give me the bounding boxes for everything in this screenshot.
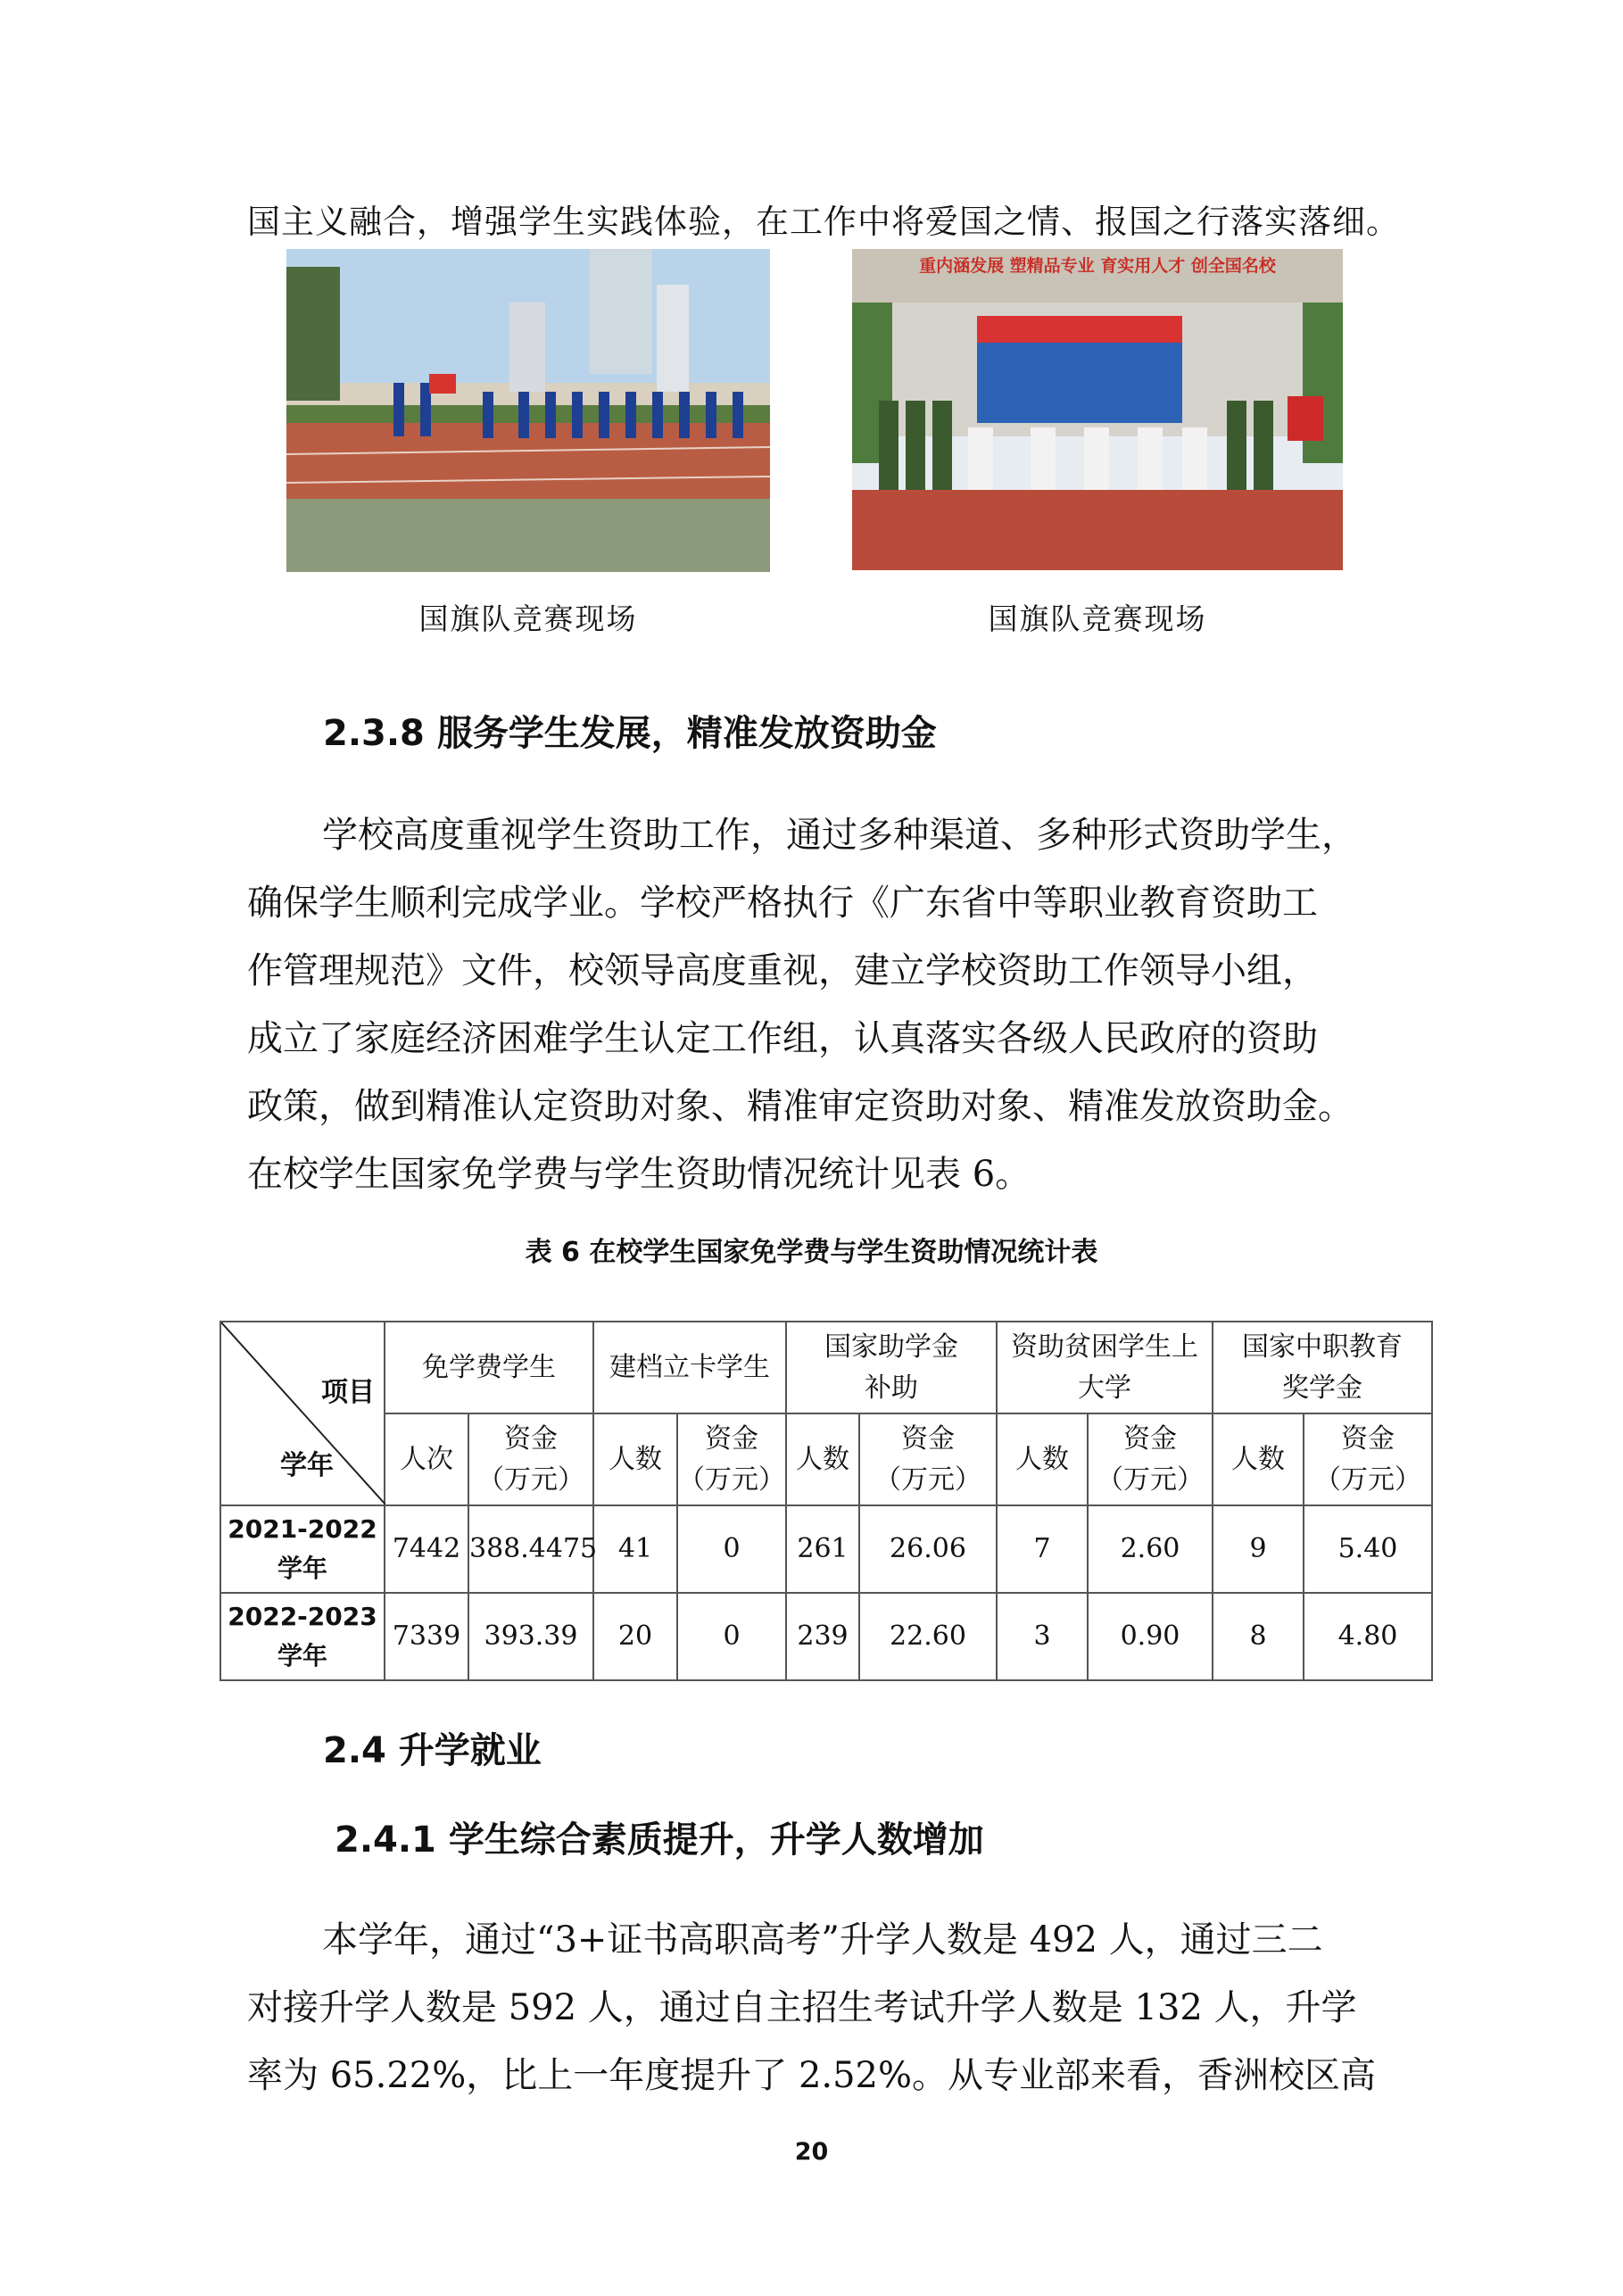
table-cell: 5.40 — [1304, 1505, 1432, 1593]
page-number: 20 — [794, 2138, 829, 2166]
table-cell: 388.4475 — [468, 1505, 593, 1593]
table-cell: 9 — [1213, 1505, 1304, 1593]
group-header: 国家中职教育 奖学金 — [1213, 1322, 1432, 1413]
photo-caption-left: 国旗队竞赛现场 — [418, 601, 638, 636]
sub-header-amount: 资金 （万元） — [1304, 1413, 1432, 1505]
table-cell: 7 — [997, 1505, 1088, 1593]
paragraph-line: 本学年，通过“3+证书高职高考”升学人数是 492 人，通过三二 — [322, 1919, 1323, 1960]
photo-banner-text: 重内涵发展 塑精品专业 育实用人才 创全国名校 — [919, 256, 1276, 276]
table-cell: 0 — [677, 1505, 786, 1593]
table-cell: 2.60 — [1088, 1505, 1213, 1593]
sub-header-count: 人数 — [1213, 1413, 1304, 1505]
paragraph-line: 率为 65.22%，比上一年度提升了 2.52%。从专业部来看，香洲校区高 — [247, 2055, 1377, 2096]
table-cell: 7442 — [385, 1505, 468, 1593]
sub-header-count: 人次 — [385, 1413, 468, 1505]
table-row — [220, 1505, 1432, 1593]
table-cell: 22.60 — [859, 1593, 997, 1680]
paragraph-line: 学校高度重视学生资助工作，通过多种渠道、多种形式资助学生， — [322, 815, 1357, 856]
group-header: 资助贫困学生上 大学 — [997, 1322, 1213, 1413]
table-cell: 239 — [786, 1593, 859, 1680]
group-header: 国家助学金 补助 — [786, 1322, 997, 1413]
table-cell: 26.06 — [859, 1505, 997, 1593]
subsidy-statistics-table — [219, 1321, 1433, 1681]
table-cell: 0 — [677, 1593, 786, 1680]
photo-flag-team-march — [286, 249, 770, 572]
row-year: 2021-2022 学年 — [220, 1505, 385, 1593]
sub-header-amount: 资金 （万元） — [1088, 1413, 1213, 1505]
sub-header-amount: 资金 （万元） — [468, 1413, 593, 1505]
paragraph-line: 对接升学人数是 592 人，通过自主招生考试升学人数是 132 人，升学 — [247, 1987, 1357, 2028]
corner-label-year: 学年 — [280, 1450, 334, 1481]
sub-header-count: 人数 — [786, 1413, 859, 1505]
paragraph-line: 作管理规范》文件，校领导高度重视，建立学校资助工作领导小组， — [247, 950, 1318, 991]
sub-header-count: 人数 — [997, 1413, 1088, 1505]
sub-header-amount: 资金 （万元） — [677, 1413, 786, 1505]
group-header: 建档立卡学生 — [593, 1322, 786, 1413]
paragraph-line: 政策，做到精准认定资助对象、精准审定资助对象、精准发放资助金。 — [247, 1086, 1354, 1127]
row-year: 2022-2023 学年 — [220, 1593, 385, 1680]
section-2-3-8-paragraph — [247, 801, 1394, 1208]
table-cell: 41 — [593, 1505, 677, 1593]
section-2-4-1-paragraph — [247, 1906, 1394, 2110]
group-header: 免学费学生 — [385, 1322, 593, 1413]
photo-caption-right: 国旗队竞赛现场 — [988, 601, 1207, 636]
sub-header-count: 人数 — [593, 1413, 677, 1505]
section-heading-2-4: 2.4 升学就业 — [323, 1730, 542, 1771]
table-corner-cell — [220, 1322, 385, 1505]
intro-line: 国主义融合，增强学生实践体验，在工作中将爱国之情、报国之行落实落细。 — [247, 203, 1400, 241]
photo-flag-team-group — [852, 249, 1343, 570]
table-cell: 3 — [997, 1593, 1088, 1680]
paragraph-line: 在校学生国家免学费与学生资助情况统计见表 6。 — [247, 1154, 1031, 1195]
table-cell: 261 — [786, 1505, 859, 1593]
table-cell: 8 — [1213, 1593, 1304, 1680]
table-caption: 表 6 在校学生国家免学费与学生资助情况统计表 — [525, 1237, 1098, 1268]
section-heading-2-4-1: 2.4.1 学生综合素质提升，升学人数增加 — [335, 1819, 984, 1861]
table-cell: 7339 — [385, 1593, 468, 1680]
table-cell: 393.39 — [468, 1593, 593, 1680]
table-cell: 20 — [593, 1593, 677, 1680]
corner-label-item: 项目 — [321, 1377, 375, 1408]
section-heading-2-3-8: 2.3.8 服务学生发展，精准发放资助金 — [323, 713, 937, 754]
paragraph-line: 成立了家庭经济困难学生认定工作组，认真落实各级人民政府的资助 — [247, 1018, 1318, 1059]
table-row — [220, 1593, 1432, 1680]
table-cell: 0.90 — [1088, 1593, 1213, 1680]
table-cell: 4.80 — [1304, 1593, 1432, 1680]
paragraph-line: 确保学生顺利完成学业。学校严格执行《广东省中等职业教育资助工 — [247, 883, 1318, 924]
sub-header-amount: 资金 （万元） — [859, 1413, 997, 1505]
